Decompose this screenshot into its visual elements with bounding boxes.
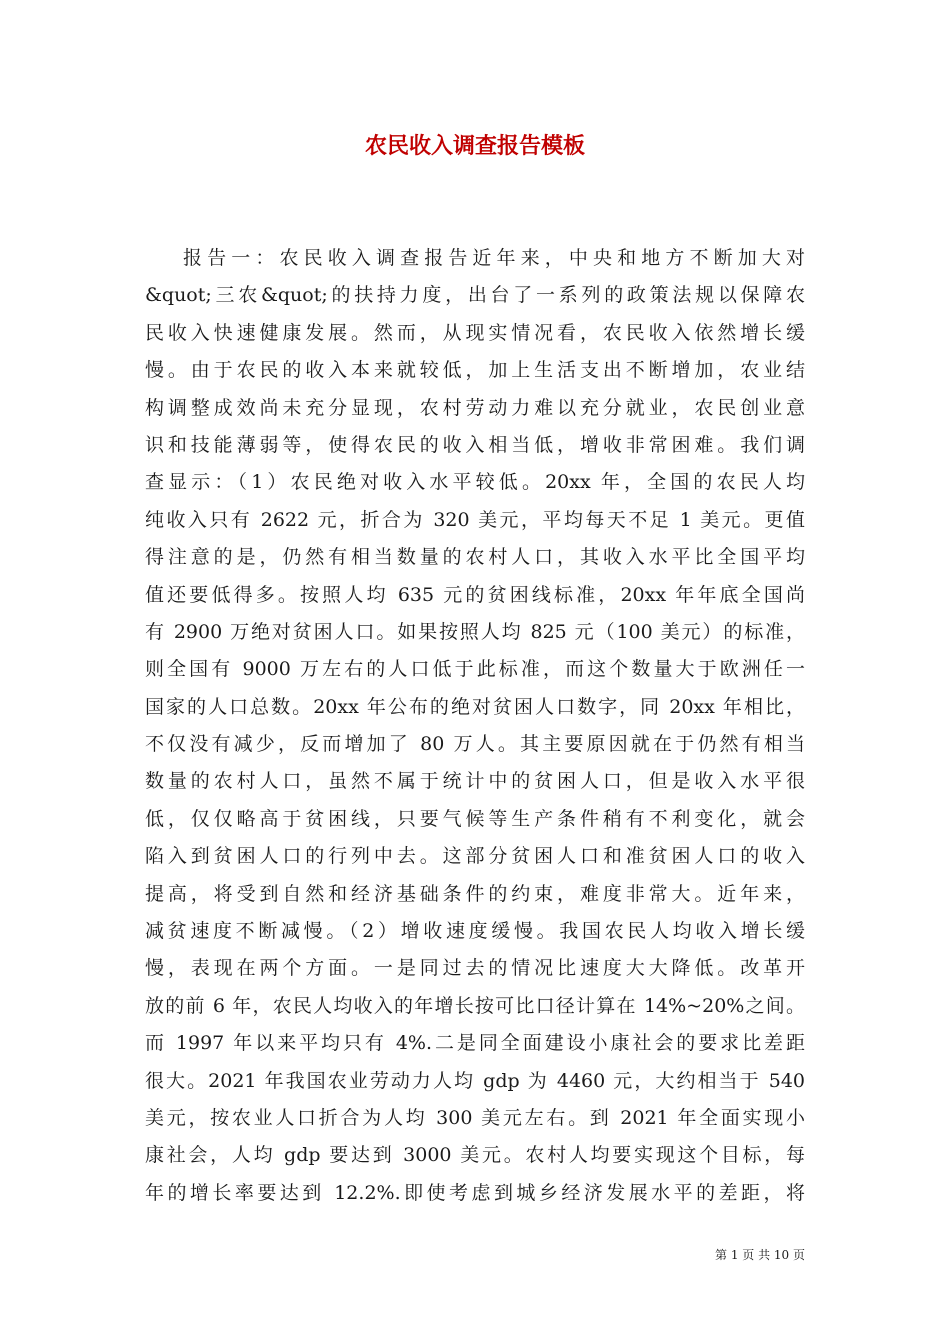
body-line: 提高，将受到自然和经济基础条件的约束，难度非常大。近年来， [145,882,805,905]
body-line: 则全国有 9000 万左右的人口低于此标准，而这个数量大于欧洲任一 [145,658,805,681]
page-number: 第 1 页 共 10 页 [715,1248,805,1262]
body-line: 减贫速度不断减慢。（2）增收速度缓慢。我国农民人均收入增长缓 [145,920,805,943]
body-line: 构调整成效尚未充分显现，农村劳动力难以充分就业，农民创业意 [145,396,805,419]
body-line: 很大。2021 年我国农业劳动力人均 gdp 为 4460 元，大约相当于 540 [145,1069,805,1092]
body-line: 年的增长率要达到 12.2%.即使考虑到城乡经济发展水平的差距，将 [145,1181,805,1204]
body-line: 报告一：农民收入调查报告近年来，中央和地方不断加大对 [183,247,805,269]
document-title: 农民收入调查报告模板 [364,133,585,159]
body-line: 慢。由于农民的收入本来就较低，加上生活支出不断增加，农业结 [145,359,805,382]
body-line: 美元，按农业人口折合为人均 300 美元左右。到 2021 年全面实现小 [145,1106,805,1129]
body-line: 识和技能薄弱等，使得农民的收入相当低，增收非常困难。我们调 [145,433,805,456]
body-line: 民收入快速健康发展。然而，从现实情况看，农民收入依然增长缓 [145,321,805,344]
body-line: 查显示：（1）农民绝对收入水平较低。20xx 年，全国的农民人均 [145,471,805,494]
body-line: 不仅没有减少，反而增加了 80 万人。其主要原因就在于仍然有相当 [145,733,805,756]
body-line: 值还要低得多。按照人均 635 元的贫困线标准，20xx 年年底全国尚 [145,583,805,606]
body-line: 康社会，人均 gdp 要达到 3000 美元。农村人均要实现这个目标，每 [145,1144,805,1167]
body-line: 放的前 6 年，农民人均收入的年增长按可比口径计算在 14%~20%之间。 [145,994,805,1017]
body-line: 得注意的是，仍然有相当数量的农村人口，其收入水平比全国平均 [145,546,805,569]
body-line: 而 1997 年以来平均只有 4%.二是同全面建设小康社会的要求比差距 [145,1032,805,1055]
body-line: 国家的人口总数。20xx 年公布的绝对贫困人口数字，同 20xx 年相比， [145,695,805,718]
body-line: 纯收入只有 2622 元，折合为 320 美元，平均每天不足 1 美元。更值 [145,508,805,531]
body-line: 陷入到贫困人口的行列中去。这部分贫困人口和准贫困人口的收入 [145,845,805,868]
document-body [145,240,805,1212]
body-line: &quot;三农&quot;的扶持力度，出台了一系列的政策法规以保障农 [145,284,805,307]
body-line: 低，仅仅略高于贫困线，只要气候等生产条件稍有不利变化，就会 [145,807,805,830]
body-line: 慢，表现在两个方面。一是同过去的情况比速度大大降低。改革开 [145,957,805,980]
body-line: 数量的农村人口，虽然不属于统计中的贫困人口，但是收入水平很 [145,770,805,793]
body-line: 有 2900 万绝对贫困人口。如果按照人均 825 元（100 美元）的标准， [145,620,805,643]
